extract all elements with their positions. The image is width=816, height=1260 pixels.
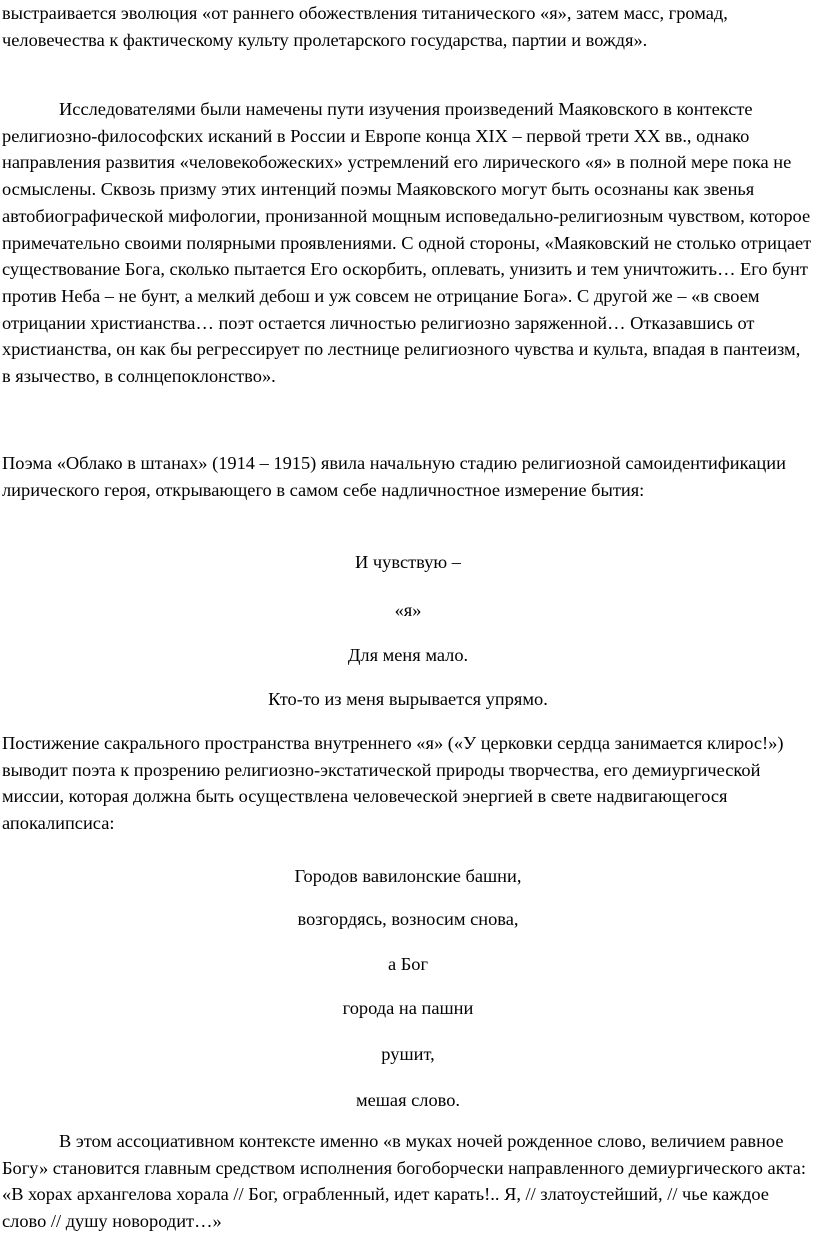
paragraph-continuation: выстраивается эволюция «от раннего обожествления титанического «я», затем масс, громад, человечества к фактическому культу пролетарского государства, партии и вождя». [2,3,728,50]
verse-line: а Бог [387,954,429,974]
paragraph-sacral-space: Постижение сакрального пространства внутреннего «я» («У церковки сердца занимается клирос!») выводит поэта к прозрению религиозно-экстатической природы творчества, его демиургической миссии, которая должна быть осуществлена человеческой энергией в свете надвигающегося апокалипсиса: [2,733,784,834]
verse-line: возгордясь, возносим снова, [297,909,519,929]
verse-line: Городов вавилонские башни, [294,866,522,886]
paragraph-associative-context: В этом ассоциативном контексте именно «в муках ночей рожденное слово, величием равное Богу» становится главным средством исполнения богоборчески направленного демиургического акта: «В хорах архангелова хорала // Бог, ограбленный, идет карать!.. Я, // златоустейший, // чье каждое слово // душу новородит…» [2,1131,806,1232]
verse-line: И чувствую – [355,552,461,572]
verse-line: города на пашни [342,998,474,1018]
verse-line: мешая слово. [355,1090,461,1110]
verse-line: рушит, [381,1044,435,1064]
verse-line: Кто-то из меня вырывается упрямо. [268,689,548,709]
verse-line: «я» [394,600,422,620]
paragraph-cloud-in-trousers: Поэма «Облако в штанах» (1914 – 1915) явила начальную стадию религиозной самоидентификации лирического героя, открывающего в самом себе надличностное измерение бытия: [2,453,786,500]
verse-line: Для меня мало. [347,645,469,665]
paragraph-research-paths: Исследователями были намечены пути изучения произведений Маяковского в контексте религиозно-философских исканий в России и Европе конца XIX – первой трети XX вв., однако направления развития «человекобожеских» устремлений его лирического «я» в полной мере пока не осмыслены. Сквозь призму этих интенций поэмы Маяковского могут быть осознаны как звенья автобиографической мифологии, пронизанной мощным исповедально-религиозным чувством, которое примечательно своими полярными проявлениями. С одной стороны, «Маяковский не столько отрицает существование Бога, сколько пытается Его оскорбить, оплевать, унизить и тем уничтожить… Его бунт против Неба – не бунт, а мелкий дебош и уж совсем не отрицание Бога». С другой же – «в своем отрицании христианства… поэт остается личностью религиозно заряженной… Отказавшись от христианства, он как бы регрессирует по лестнице религиозного чувства и культа, впадая в пантеизм, в язычество, в солнцепоклонство». [2,99,812,387]
